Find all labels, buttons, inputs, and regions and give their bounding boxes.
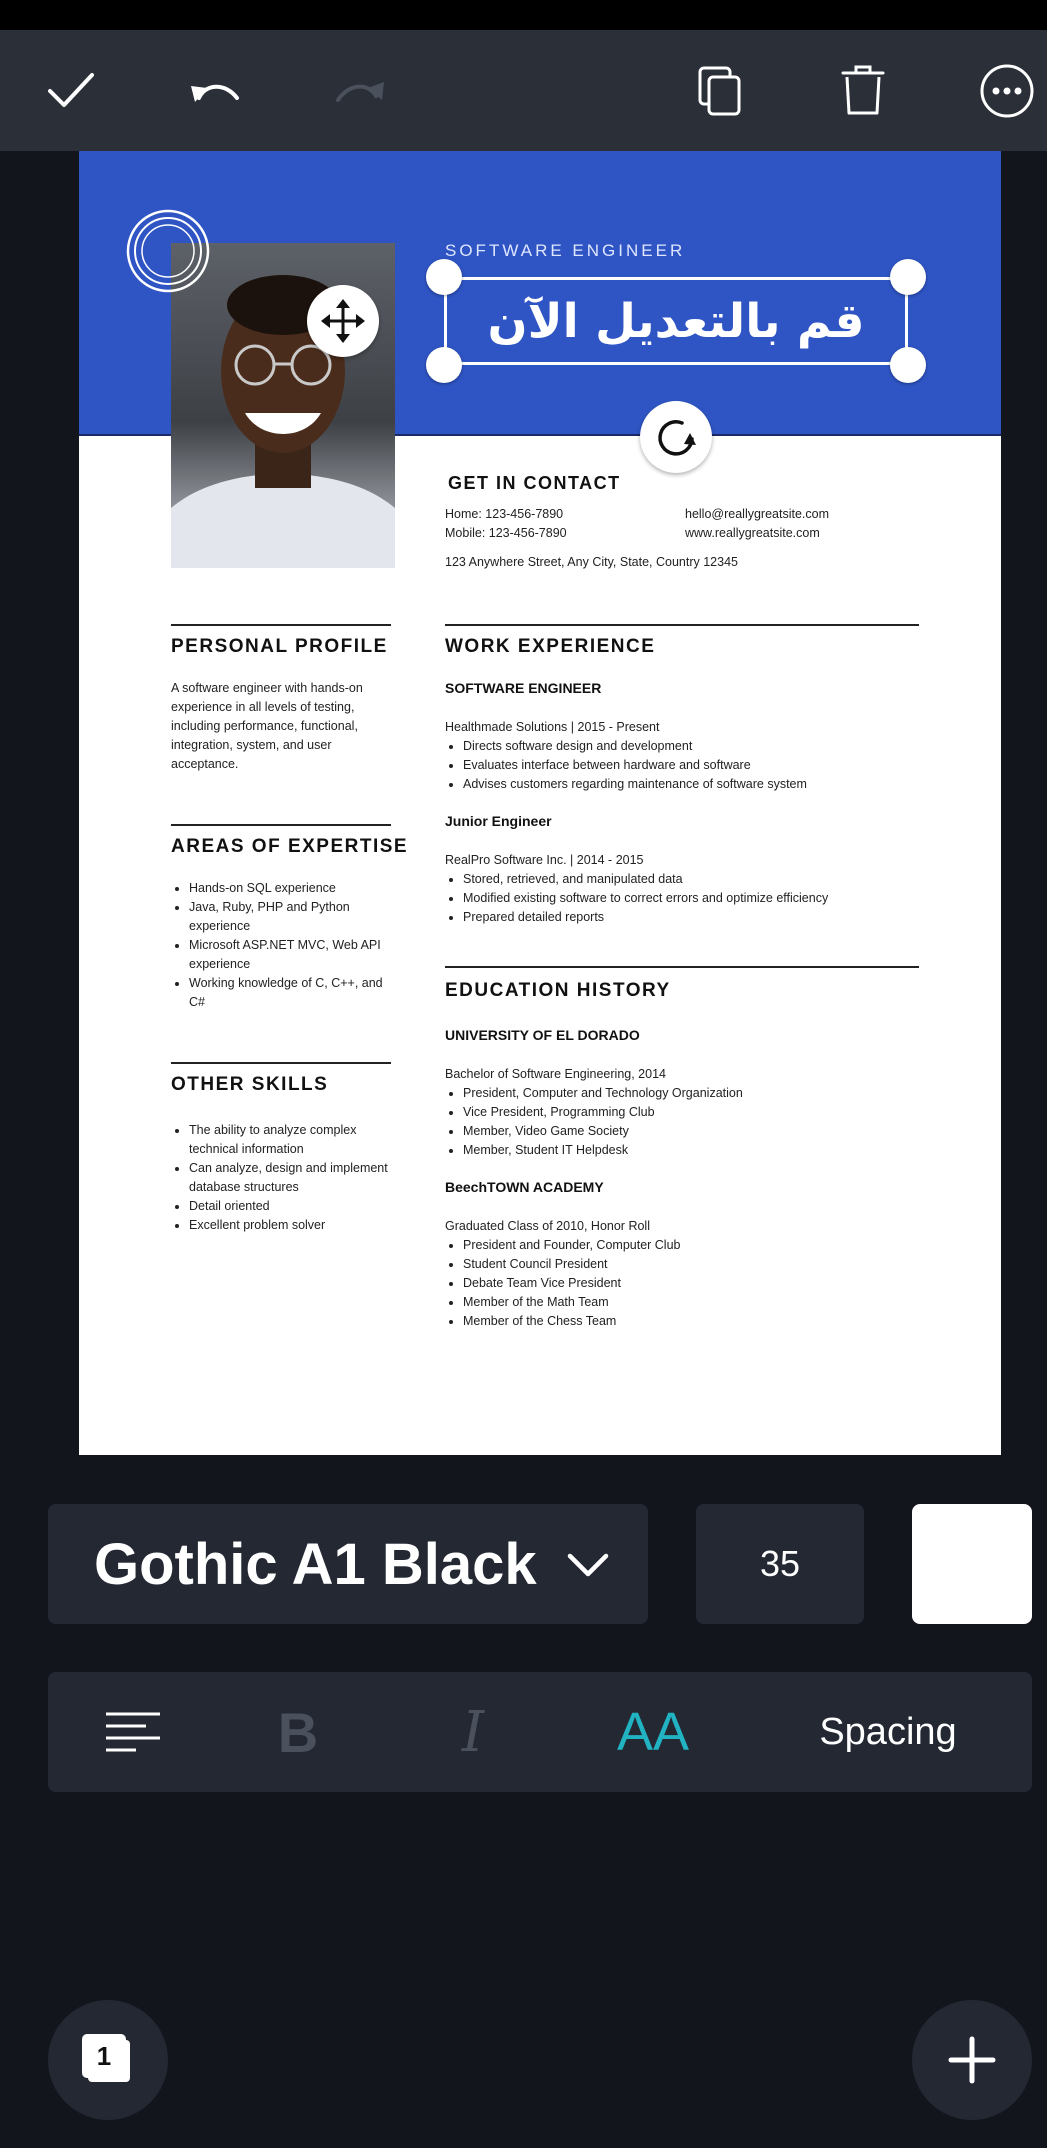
profile-heading: PERSONAL PROFILE: [171, 636, 388, 657]
divider: [171, 824, 391, 826]
list-item: • Member, Video Game Society: [463, 1122, 923, 1141]
list-item: • Student Council President: [463, 1255, 923, 1274]
selected-text-element[interactable]: قم بالتعديل الآن: [487, 293, 865, 349]
resize-handle-bottom-right[interactable]: [890, 347, 926, 383]
postal-address: 123 Anywhere Street, Any City, State, Country 12345: [445, 555, 738, 569]
home-phone: Home: 123-456-7890: [445, 507, 564, 521]
email-address: hello@reallygreatsite.com: [685, 507, 830, 521]
list-item: • Java, Ruby, PHP and Python experience: [189, 898, 392, 936]
list-item: • Member of the Chess Team: [463, 1312, 923, 1331]
list-item: • Debate Team Vice President: [463, 1274, 923, 1293]
top-toolbar: [0, 30, 1047, 151]
divider: [171, 624, 391, 626]
redo-icon[interactable]: [320, 30, 400, 151]
spacing-button[interactable]: Spacing: [819, 1710, 957, 1753]
profile-text: A software engineer with hands-on experience in all levels of testing, including performance, functional, integration, system, and user acceptance.: [171, 681, 363, 771]
divider: [445, 624, 919, 626]
school-name: UNIVERSITY OF EL DORADO: [445, 1027, 640, 1043]
list-item: • Excellent problem solver: [189, 1216, 392, 1235]
divider: [171, 1062, 391, 1064]
school-bullets: [445, 1236, 923, 1331]
trash-icon[interactable]: [823, 30, 903, 151]
checkmark-icon[interactable]: [31, 30, 111, 151]
school-detail: Graduated Class of 2010, Honor Roll: [445, 1219, 650, 1233]
website: www.reallygreatsite.com: [685, 526, 820, 540]
list-item: • Stored, retrieved, and manipulated data: [463, 870, 923, 889]
more-options-icon[interactable]: [967, 30, 1047, 151]
format-toolbar: [48, 1672, 1032, 1792]
stamp-icon: [125, 208, 211, 294]
rotate-handle[interactable]: [640, 401, 712, 473]
job-title: Junior Engineer: [445, 813, 552, 829]
list-item: • Evaluates interface between hardware and software: [463, 756, 923, 775]
list-item: • President and Founder, Computer Club: [463, 1236, 923, 1255]
text-color-swatch[interactable]: [912, 1504, 1032, 1624]
add-element-button[interactable]: [912, 2000, 1032, 2120]
caps-toggle-button[interactable]: AA: [616, 1702, 690, 1762]
job-title: SOFTWARE ENGINEER: [445, 680, 602, 696]
list-item: • Microsoft ASP.NET MVC, Web API experience: [189, 936, 392, 974]
contact-heading: GET IN CONTACT: [448, 473, 621, 493]
chevron-down-icon: [566, 1544, 610, 1584]
list-item: • Prepared detailed reports: [463, 908, 923, 927]
move-arrows-icon: [321, 299, 365, 343]
rotate-icon: [652, 413, 700, 461]
undo-icon[interactable]: [175, 30, 255, 151]
bold-button[interactable]: B: [277, 1700, 319, 1764]
list-item: • The ability to analyze complex technical information: [189, 1121, 392, 1159]
list-item: • Member, Student IT Helpdesk: [463, 1141, 923, 1160]
align-left-icon: [104, 1711, 162, 1753]
pages-button[interactable]: [48, 2000, 168, 2120]
list-item: • Member of the Math Team: [463, 1293, 923, 1312]
font-family-dropdown[interactable]: [48, 1504, 648, 1624]
list-item: • Working knowledge of C, C++, and C#: [189, 974, 392, 1012]
skills-heading: OTHER SKILLS: [171, 1074, 329, 1095]
job-company: Healthmade Solutions | 2015 - Present: [445, 720, 660, 734]
font-family-value: Gothic A1 Black: [94, 1531, 537, 1597]
school-bullets: [445, 1084, 923, 1160]
job-bullets: [445, 870, 923, 927]
work-heading: WORK EXPERIENCE: [445, 636, 656, 657]
list-item: • Detail oriented: [189, 1197, 392, 1216]
school-name: BeechTOWN ACADEMY: [445, 1179, 604, 1195]
page-count: 1: [82, 2034, 126, 2078]
list-item: • Hands-on SQL experience: [189, 879, 392, 898]
divider: [445, 966, 919, 968]
list-item: • Advises customers regarding maintenance of software system: [463, 775, 923, 794]
list-item: • Vice President, Programming Club: [463, 1103, 923, 1122]
job-company: RealPro Software Inc. | 2014 - 2015: [445, 853, 644, 867]
skills-list: [171, 1121, 392, 1235]
job-bullets: [445, 737, 923, 794]
resize-handle-top-right[interactable]: [890, 259, 926, 295]
job-role-label[interactable]: SOFTWARE ENGINEER: [445, 241, 686, 260]
list-item: • Directs software design and development: [463, 737, 923, 756]
school-detail: Bachelor of Software Engineering, 2014: [445, 1067, 666, 1081]
list-item: • Can analyze, design and implement database structures: [189, 1159, 392, 1197]
status-bar: [0, 0, 1047, 30]
plus-icon: [947, 2035, 997, 2085]
expertise-list: [171, 879, 392, 1012]
italic-button[interactable]: I: [461, 1699, 485, 1765]
list-item: • Modified existing software to correct errors and optimize efficiency: [463, 889, 923, 908]
mobile-phone: Mobile: 123-456-7890: [445, 526, 567, 540]
align-left-button[interactable]: [88, 1672, 178, 1792]
move-handle[interactable]: [307, 285, 379, 357]
resume-page[interactable]: [79, 151, 1001, 1455]
font-size-input[interactable]: 35: [696, 1504, 864, 1624]
duplicate-icon[interactable]: [680, 30, 760, 151]
education-heading: EDUCATION HISTORY: [445, 980, 671, 1001]
resize-handle-top-left[interactable]: [426, 259, 462, 295]
expertise-heading: AREAS OF EXPERTISE: [171, 836, 409, 857]
list-item: • President, Computer and Technology Organization: [463, 1084, 923, 1103]
resize-handle-bottom-left[interactable]: [426, 347, 462, 383]
